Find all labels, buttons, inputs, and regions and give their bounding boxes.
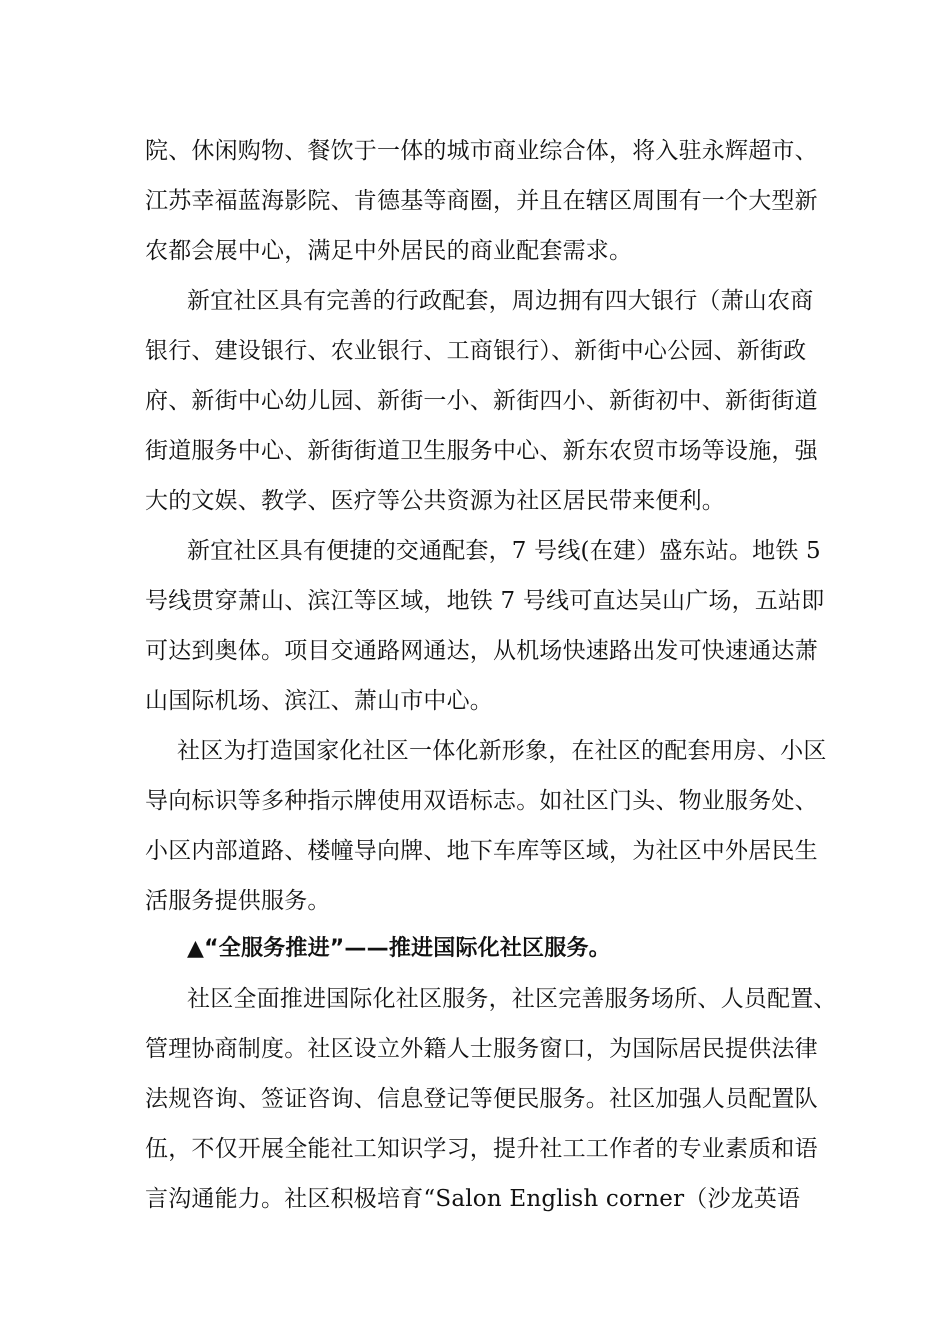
paragraph-line: 社区全面推进国际化社区服务，社区完善服务场所、人员配置、 bbox=[187, 986, 837, 1012]
paragraph-line: 新宜社区具有便捷的交通配套，7 号线(在建）盛东站。地铁 5 bbox=[187, 538, 821, 564]
paragraph-line: 可达到奥体。项目交通路网通达，从机场快速路出发可快速通达萧 bbox=[145, 638, 818, 664]
paragraph-line: 山国际机场、滨江、萧山市中心。 bbox=[145, 688, 493, 714]
paragraph-line: 银行、建设银行、农业银行、工商银行）、新街中心公园、新街政 bbox=[145, 338, 807, 364]
paragraph-line: 街道服务中心、新街街道卫生服务中心、新东农贸市场等设施，强 bbox=[145, 438, 818, 464]
paragraph-line: 伍，不仅开展全能社工知识学习，提升社工工作者的专业素质和语 bbox=[145, 1136, 818, 1162]
paragraph-line: 农都会展中心，满足中外居民的商业配套需求。 bbox=[145, 238, 633, 264]
paragraph-line: 活服务提供服务。 bbox=[145, 888, 331, 914]
paragraph-line: 号线贯穿萧山、滨江等区域，地铁 7 号线可直达吴山广场，五站即 bbox=[145, 588, 825, 614]
paragraph-line: 法规咨询、签证咨询、信息登记等便民服务。社区加强人员配置队 bbox=[145, 1086, 818, 1112]
paragraph-line: 小区内部道路、楼幢导向牌、地下车库等区域，为社区中外居民生 bbox=[145, 838, 818, 864]
paragraph-line: 院、休闲购物、餐饮于一体的城市商业综合体，将入驻永辉超市、 bbox=[145, 138, 818, 164]
paragraph-line: 江苏幸福蓝海影院、肯德基等商圈，并且在辖区周围有一个大型新 bbox=[145, 188, 818, 214]
section-heading: ▲“全服务推进”——推进国际化社区服务。 bbox=[187, 936, 611, 961]
paragraph-line: 导向标识等多种指示牌使用双语标志。如社区门头、物业服务处、 bbox=[145, 788, 818, 814]
paragraph-line: 新宜社区具有完善的行政配套，周边拥有四大银行（萧山农商 bbox=[187, 288, 814, 314]
paragraph-line: 府、新街中心幼儿园、新街一小、新街四小、新街初中、新街街道 bbox=[145, 388, 818, 414]
paragraph-line: 社区为打造国家化社区一体化新形象，在社区的配套用房、小区 bbox=[177, 738, 827, 764]
paragraph-line: 大的文娱、教学、医疗等公共资源为社区居民带来便利。 bbox=[145, 488, 725, 514]
paragraph-line: 言沟通能力。社区积极培育“Salon English corner（沙龙英语 bbox=[145, 1186, 801, 1212]
paragraph-line: 管理协商制度。社区设立外籍人士服务窗口，为国际居民提供法律 bbox=[145, 1036, 818, 1062]
